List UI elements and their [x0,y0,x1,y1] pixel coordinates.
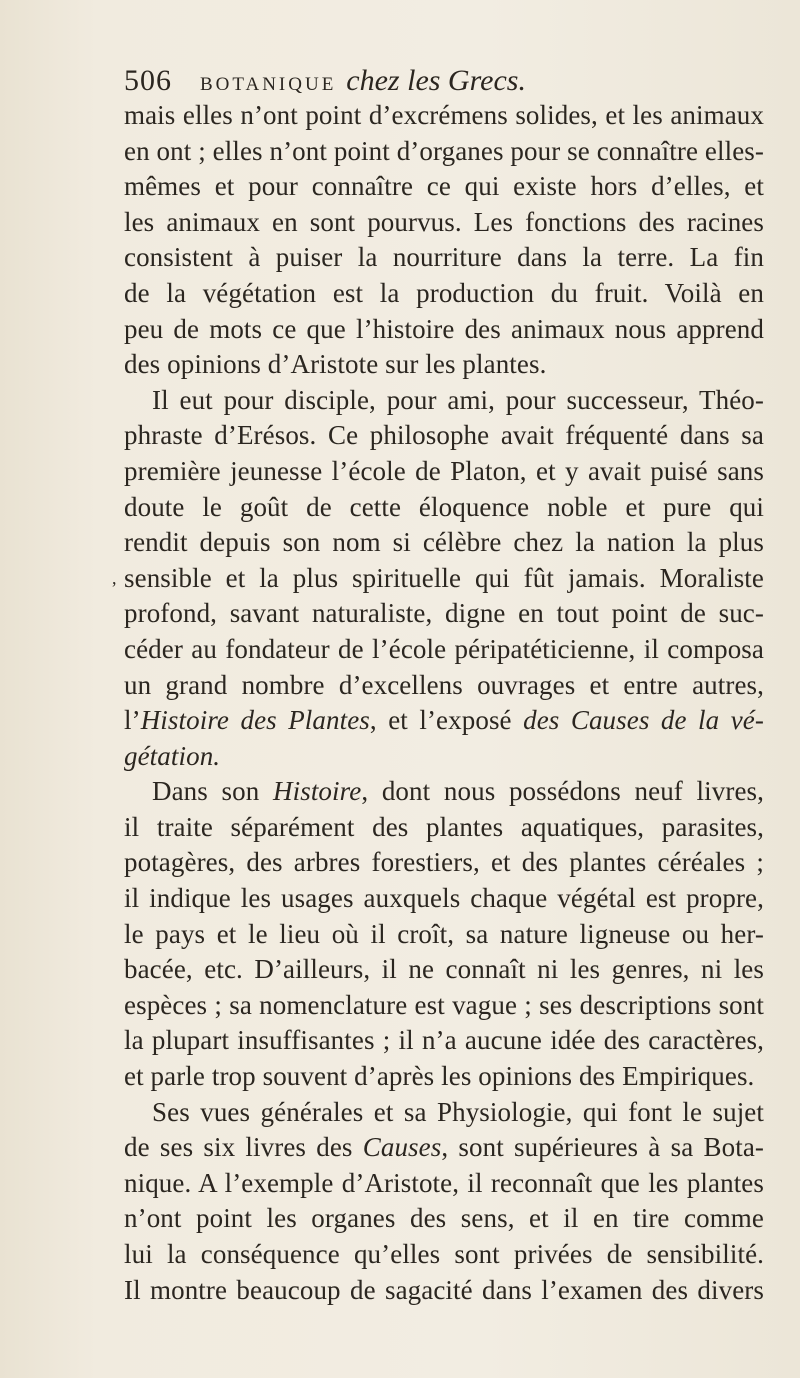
text-line: nique. A l’exemple d’Aristote, il reconnaît que les plantes [124,1167,764,1198]
text-line: potagères, des arbres forestiers, et des plantes céréales ; [124,847,764,878]
text-line: Il eut pour disciple, pour ami, pour successeur, Théo- [152,384,764,415]
book-title: Histoire des Plantes [140,705,370,736]
text-line: espèces ; sa nomenclature est vague ; ses descriptions sont [124,989,764,1020]
text-line: bacée, etc. D’ailleurs, il ne connaît ni les genres, ni les [124,954,764,985]
text-line: de ses six livres des Causes, sont supérieures à sa Bota- [124,1132,764,1163]
text-line: rendit depuis son nom si célèbre chez la nation la plus [124,527,764,558]
text-line: il indique les usages auxquels chaque végétal est propre, [124,883,764,914]
text-line: doute le goût de cette éloquence noble et pure qui [124,491,764,522]
book-title: gétation. [124,740,221,771]
text-line: mais elles n’ont point d’excrémens solides, et les animaux [124,100,764,130]
text-line: en ont ; elles n’ont point d’organes pour se connaître elles- [124,135,764,166]
text-line: , sensible et la plus spirituelle qui fût jamais. Moraliste [124,561,764,597]
running-head-subtitle: chez les Grecs. [346,64,526,97]
page-number: 506 [124,64,172,97]
text-line: des opinions d’Aristote sur les plantes. [124,349,547,380]
body-text [112,98,764,1308]
text-line: les animaux en sont pourvus. Les fonctions des racines [124,206,764,237]
text-line: un grand nombre d’excellens ouvrages et entre autres, [124,669,764,700]
running-head-title: BOTANIQUE [200,74,337,95]
text-line [124,739,764,775]
text-line: céder au fondateur de l’école péripatéticienne, il composa [124,633,764,664]
text-line: lui la conséquence qu’elles sont privées de sensibilité. [124,1239,764,1269]
text-line: il traite séparément des plantes aquatiques, parasites, [124,811,764,842]
text-line: profond, savant naturaliste, digne en tout point de suc- [124,598,764,629]
text-line: de la végétation est la production du fruit. Voilà en [124,277,764,308]
text-line: et parle trop souvent d’après les opinions des Empiriques. [124,1061,755,1092]
margin-mark: , [112,567,117,588]
book-title: des Causes de la vé- [523,705,764,736]
text-line: Ses vues générales et sa Physiologie, qui font le sujet [152,1096,764,1127]
text-line: l’Histoire des Plantes, et l’exposé des Causes de la vé- [124,705,764,736]
book-title: Histoire [273,776,362,807]
text-line: Il montre beaucoup de sagacité dans l’examen des divers [124,1274,764,1305]
text-line: première jeunesse l’école de Platon, et y avait puisé sans [124,455,764,486]
text-line: mêmes et pour connaître ce qui existe hors d’elles, et [124,171,764,202]
text-line: phraste d’Erésos. Ce philosophe avait fréquenté dans sa [124,420,764,451]
text-line: la plupart insuffisantes ; il n’a aucune idée des caractères, [124,1025,764,1056]
text-line: consistent à puiser la nourriture dans la terre. La fin [124,242,764,273]
text-line: Dans son Histoire, dont nous possédons neuf livres, [152,776,764,807]
book-title: Causes [362,1132,442,1163]
text-line: peu de mots ce que l’histoire des animaux nous apprend [124,313,764,344]
text-line: le pays et le lieu où il croît, sa nature ligneuse ou her- [124,918,764,949]
text-line: n’ont point les organes des sens, et il en tire comme [124,1203,764,1234]
